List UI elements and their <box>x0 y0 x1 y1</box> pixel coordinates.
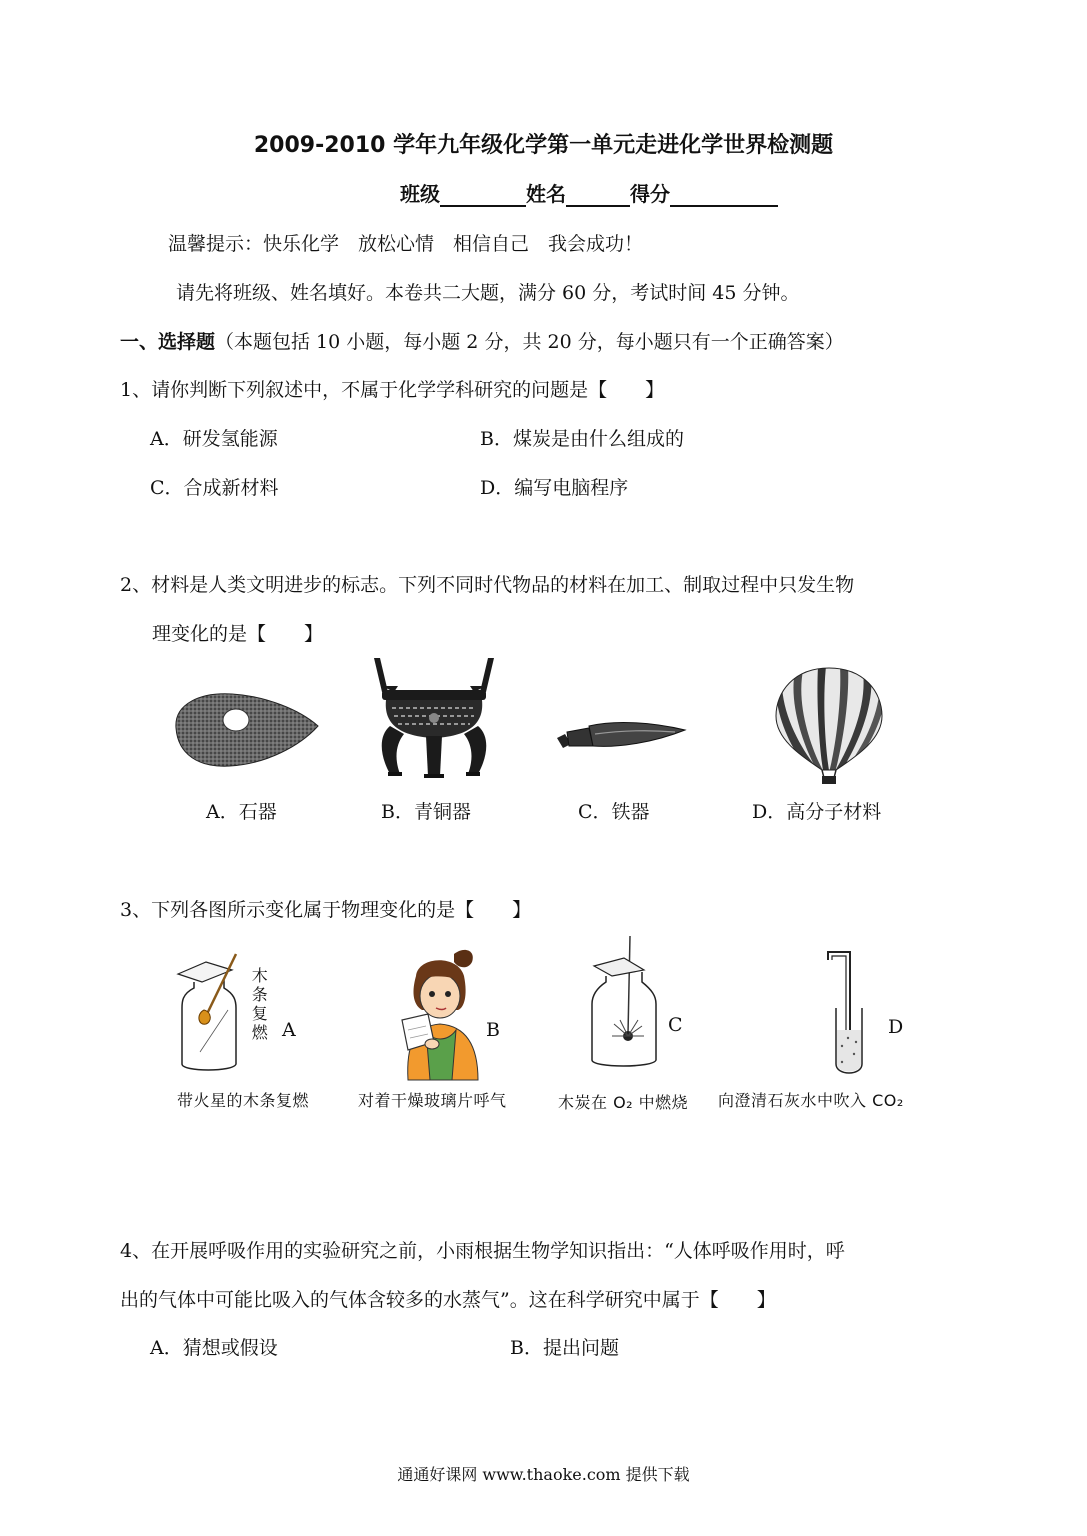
q3-label-c: C <box>668 1014 683 1036</box>
footer-text: 通通好课网 www.thaoke.com 提供下载 <box>397 1465 690 1484</box>
section-title: 一、选择题 <box>120 331 216 353</box>
section-note: （本题包括 10 小题，每小题 2 分，共 20 分，每小题只有一个正确答案） <box>215 331 844 353</box>
question-2-stem-line2: 理变化的是【 】 <box>152 623 324 645</box>
q3-caption-b: 对着干燥玻璃片呼气 <box>358 1091 507 1110</box>
q1-option-b[interactable]: B．煤炭是由什么组成的 <box>480 428 684 450</box>
q2-caption-a: A．石器 <box>206 801 277 823</box>
score-blank[interactable] <box>670 183 778 207</box>
question-3-stem: 3、下列各图所示变化属于物理变化的是【 】 <box>120 899 532 921</box>
hot-air-balloon-icon <box>774 666 884 784</box>
q1-option-a[interactable]: A．研发氢能源 <box>150 428 278 450</box>
girl-breathing-on-glass-icon <box>398 946 484 1082</box>
test-tube-with-straw-icon <box>822 946 872 1076</box>
question-1-stem: 1、请你判断下列叙述中，不属于化学学科研究的问题是【 】 <box>120 379 665 401</box>
q3-caption-c: 木炭在 O₂ 中燃烧 <box>558 1093 689 1112</box>
q2-caption-d: D．高分子材料 <box>752 801 882 823</box>
q2-caption-c: C．铁器 <box>578 801 650 823</box>
tip-text: 温馨提示：快乐化学 放松心情 相信自己 我会成功！ <box>168 233 644 255</box>
page-title: 2009-2010 学年九年级化学第一单元走进化学世界检测题 <box>253 133 834 158</box>
q3-label-a: A <box>282 1019 296 1041</box>
question-2-stem-line1: 2、材料是人类文明进步的标志。下列不同时代物品的材料在加工、制取过程中只发生物 <box>120 574 855 596</box>
q4-option-b[interactable]: B．提出问题 <box>510 1337 619 1359</box>
student-info-line <box>400 178 778 207</box>
section-heading <box>120 327 844 354</box>
q1-option-d[interactable]: D．编写电脑程序 <box>480 477 629 499</box>
q3-label-d: D <box>888 1016 904 1038</box>
q3-caption-a: 带火星的木条复燃 <box>177 1091 310 1110</box>
instructions-text: 请先将班级、姓名填好。本卷共二大题，满分 60 分，考试时间 45 分钟。 <box>176 282 800 304</box>
score-label: 得分 <box>630 182 670 206</box>
q4-option-a[interactable]: A．猜想或假设 <box>150 1337 278 1359</box>
q3-caption-d: 向澄清石灰水中吹入 CO₂ <box>718 1091 904 1110</box>
name-blank[interactable] <box>566 183 630 207</box>
jar-with-splint-icon <box>174 952 254 1078</box>
q3-label-b: B <box>486 1019 500 1041</box>
q3-side-text: 木条复燃 <box>251 966 269 1042</box>
name-label: 姓名 <box>526 182 566 206</box>
q1-option-c[interactable]: C．合成新材料 <box>150 477 279 499</box>
iron-blade-icon <box>555 718 687 754</box>
question-4-stem-line1: 4、在开展呼吸作用的实验研究之前，小雨根据生物学知识指出：“人体呼吸作用时，呼 <box>120 1240 845 1262</box>
charcoal-burning-jar-icon <box>584 936 664 1072</box>
class-label: 班级 <box>400 182 440 206</box>
q2-caption-b: B．青铜器 <box>381 801 471 823</box>
stone-tool-icon <box>170 688 320 773</box>
bronze-tripod-icon <box>368 656 500 782</box>
question-4-stem-line2: 出的气体中可能比吸入的气体含较多的水蒸气”。这在科学研究中属于【 】 <box>120 1289 776 1311</box>
class-blank[interactable] <box>440 183 526 207</box>
